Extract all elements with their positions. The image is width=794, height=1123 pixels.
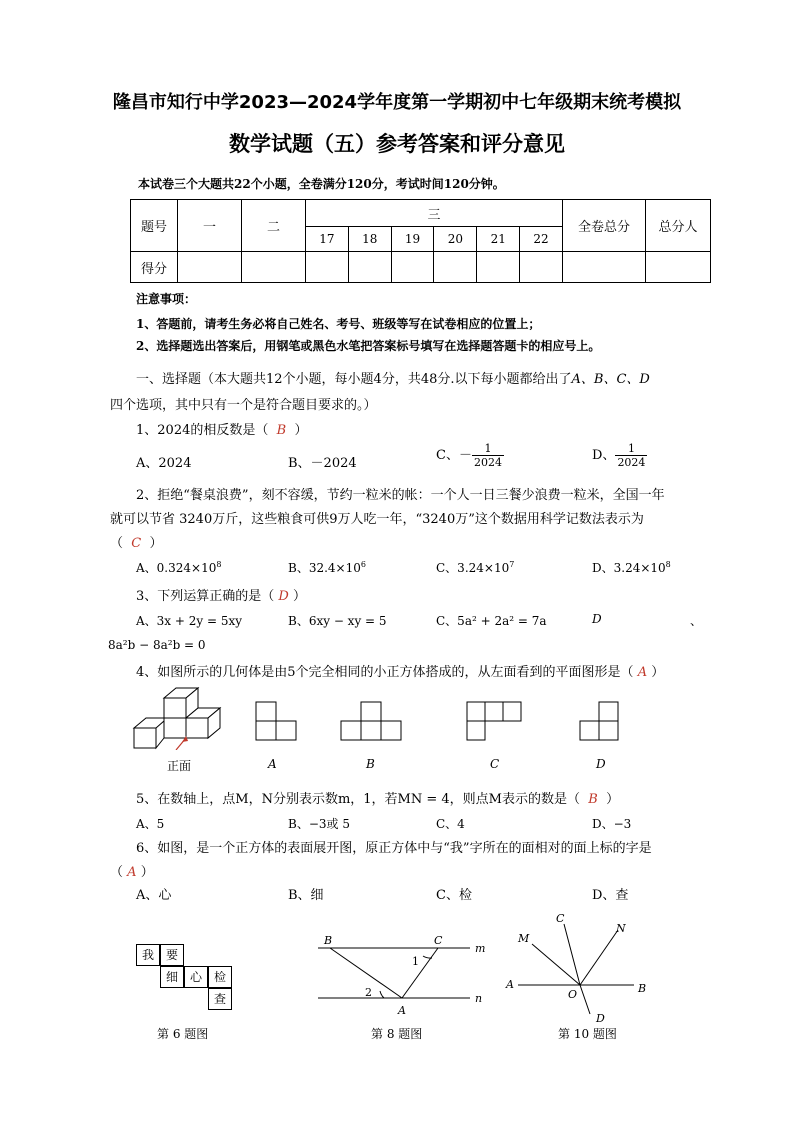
q6-option-a: A、心 <box>136 888 172 903</box>
ray-label-B: B <box>638 982 647 995</box>
cell-section-1: 一 <box>178 200 242 252</box>
score-input-1[interactable] <box>178 252 242 283</box>
q6-option-b: B、细 <box>288 888 324 903</box>
view-option-b <box>340 700 404 742</box>
score-input-total[interactable] <box>563 252 646 283</box>
q3-option-c: C、5a² + 2a² = 7a <box>436 614 547 628</box>
q1-option-b: B、－2024 <box>288 456 357 471</box>
angle-1: 1 <box>412 955 419 968</box>
parallel-lines-figure <box>310 928 490 1020</box>
score-input-20[interactable] <box>434 252 477 283</box>
caption-fig-6: 第 6 题图 <box>157 1027 209 1041</box>
q5-answer: B <box>588 792 598 807</box>
cell-q19: 19 <box>391 227 434 252</box>
q5-option-c: C、4 <box>436 817 465 831</box>
net-cell-yao: 要 <box>160 944 184 966</box>
q2-line-1: 2、拒绝“餐桌浪费”，刻不容缓，节约一粒米的帐：一个人一日三餐少浪费一粒米，全国一年 <box>136 488 665 503</box>
cell-q21: 21 <box>477 227 520 252</box>
q1-stem: 1、2024的相反数是（ B ） <box>136 423 308 438</box>
view-option-d <box>578 700 622 742</box>
score-input-2[interactable] <box>242 252 306 283</box>
q1-option-a: A、2024 <box>136 456 192 471</box>
score-input-18[interactable] <box>348 252 391 283</box>
q3-stem: 3、下列运算正确的是（ D ） <box>136 589 307 604</box>
angle-rays-figure <box>504 910 654 1025</box>
ray-label-D: D <box>596 1012 605 1025</box>
view-label-b: B <box>366 757 375 771</box>
label-C: C <box>434 934 443 947</box>
view-label-a: A <box>268 757 277 771</box>
score-input-22[interactable] <box>520 252 563 283</box>
cube-stack-figure <box>128 686 228 750</box>
net-cell-wo: 我 <box>136 944 160 966</box>
q3-option-b: B、6xy − xy = 5 <box>288 614 387 628</box>
q3-option-d-dot: 、 <box>690 614 703 628</box>
score-input-grader[interactable] <box>646 252 711 283</box>
caption-fig-8: 第 8 题图 <box>371 1027 423 1041</box>
angle-2: 2 <box>365 986 372 999</box>
q5-option-a: A、5 <box>136 817 165 831</box>
label-B: B <box>324 934 333 947</box>
q2-option-a: A、$0.324\times 10^8$ <box>136 560 222 575</box>
q4-answer: A <box>637 665 648 680</box>
notes-title: 注意事项： <box>136 292 197 306</box>
view-option-c <box>466 700 526 742</box>
front-label: 正面 <box>167 759 192 773</box>
view-label-c: C <box>490 757 500 771</box>
ray-label-M: M <box>518 932 530 945</box>
ray-label-C: C <box>556 912 565 925</box>
view-option-a <box>254 700 300 742</box>
cell-q20: 20 <box>434 227 477 252</box>
net-cell-xin: 心 <box>184 966 208 988</box>
cell-q22: 22 <box>520 227 563 252</box>
q5-stem: 5、在数轴上，点M，N分别表示数m，1，若MN = 4，则点M表示的数是（ B ） <box>136 792 620 807</box>
q3-option-d-label: D <box>592 612 602 626</box>
q4-stem: 4、如图所示的几何体是由5个完全相同的小正方体搭成的，从左面看到的平面图形是（ A ） <box>136 665 665 680</box>
section1-options: A、B、C、D <box>571 372 650 387</box>
cell-score-label: 得分 <box>131 252 178 283</box>
q6-option-c: C、检 <box>436 888 472 903</box>
title-line-1: 隆昌市知行中学2023—2024学年度第一学期初中七年级期末统考模拟 <box>112 92 682 113</box>
q2-answer: C <box>131 536 142 551</box>
q6-blank: （ A ） <box>110 865 154 880</box>
q1-answer: B <box>276 423 287 438</box>
net-cell-cha: 查 <box>208 988 232 1010</box>
q6-option-d: D、查 <box>592 888 629 903</box>
q6-stem: 6、如图，是一个正方体的表面展开图，原正方体中与“我”字所在的面相对的面上标的字是 <box>136 841 652 856</box>
q2-option-b: B、$32.4\times 10^6$ <box>288 560 366 575</box>
caption-fig-10: 第 10 题图 <box>558 1027 617 1041</box>
q1-option-c: C、－ $\frac{1}{2024}$ <box>436 442 502 469</box>
ray-label-A: A <box>506 978 514 991</box>
q2-option-d: D、$3.24\times 10^8$ <box>592 560 671 575</box>
note-1: 1、答题前，请考生务必将自己姓名、考号、班级等写在试卷相应的位置上； <box>136 317 541 331</box>
score-input-17[interactable] <box>306 252 349 283</box>
q3-answer: D <box>278 589 289 604</box>
label-m: m <box>475 942 486 955</box>
cell-q17: 17 <box>306 227 349 252</box>
note-2: 2、选择题选出答案后，用钢笔或黑色水笔把答案标号填写在选择题答题卡的相应号上。 <box>136 339 601 353</box>
exam-intro: 本试卷三个大题共22个小题，全卷满分120分，考试时间120分钟。 <box>138 177 505 191</box>
cell-grader: 总分人 <box>646 200 711 252</box>
section1-heading-end: 四个选项，其中只有一个是符合题目要求的。） <box>110 398 377 413</box>
label-n: n <box>475 992 483 1005</box>
q6-answer: A <box>127 865 137 880</box>
cell-tihao: 题号 <box>131 200 178 252</box>
q5-option-b: B、−3或 5 <box>288 817 350 831</box>
label-A: A <box>398 1004 406 1017</box>
q3-option-a: A、3x + 2y = 5xy <box>136 614 243 628</box>
cell-total: 全卷总分 <box>563 200 646 252</box>
ray-label-N: N <box>616 922 626 935</box>
cell-q18: 18 <box>348 227 391 252</box>
ray-label-O: O <box>568 988 578 1001</box>
section1-heading: 一、选择题（本大题共12个小题，每小题4分，共48分.以下每小题都给出了A、B、C、D <box>136 372 650 387</box>
q2-line-2: 就可以节省 3240万斤，这些粮食可供9万人吃一年，“3240万”这个数据用科学记数法表示为 <box>110 512 644 527</box>
cell-section-3: 三 <box>306 200 563 227</box>
q5-option-d: D、−3 <box>592 817 632 831</box>
score-table <box>130 199 711 283</box>
q3-option-d-expr: 8a²b − 8a²b = 0 <box>108 638 206 652</box>
score-input-19[interactable] <box>391 252 434 283</box>
score-input-21[interactable] <box>477 252 520 283</box>
q2-blank: （ C ） <box>110 536 163 551</box>
net-cell-jian: 检 <box>208 966 232 988</box>
cell-section-2: 二 <box>242 200 306 252</box>
q2-option-c: C、$3.24\times 10^7$ <box>436 560 515 575</box>
q1-option-d: D、 $\frac{1}{2024}$ <box>592 442 646 469</box>
title-line-2: 数学试题（五）参考答案和评分意见 <box>229 132 565 156</box>
net-cell-xi: 细 <box>160 966 184 988</box>
view-label-d: D <box>596 757 606 771</box>
